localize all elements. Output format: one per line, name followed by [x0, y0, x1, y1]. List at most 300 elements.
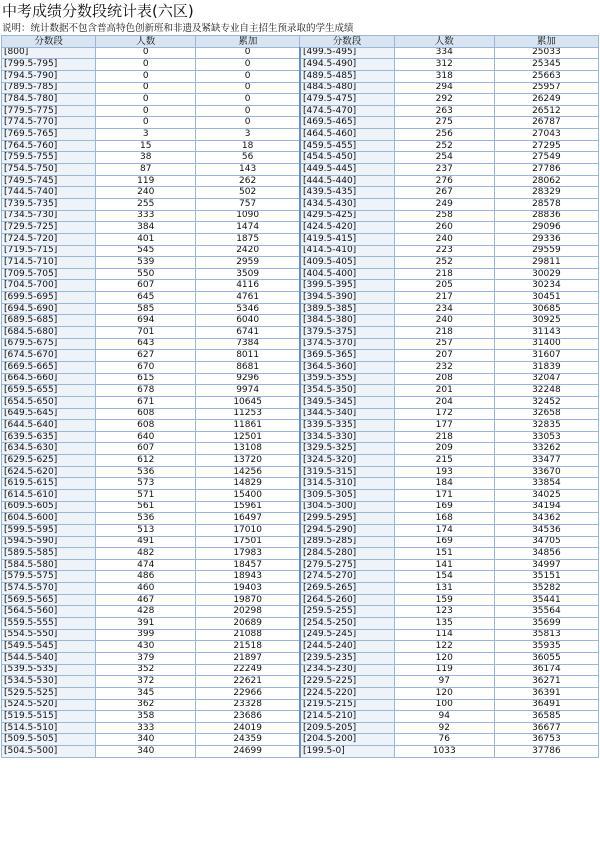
left-segment-cell: [619.5-615]: [2, 478, 96, 490]
right-segment-cell: [359.5-355]: [300, 373, 394, 385]
left-cumulative-cell: 14829: [196, 478, 300, 490]
table-row: [2, 385, 599, 397]
table-row: [2, 664, 599, 676]
table-row: [2, 315, 599, 327]
left-count-cell: 384: [96, 222, 196, 234]
table-row: [2, 280, 599, 292]
left-count-cell: 561: [96, 501, 196, 513]
right-count-cell: 275: [394, 117, 494, 129]
right-segment-cell: [304.5-300]: [300, 501, 394, 513]
table-row: [2, 396, 599, 408]
right-cumulative-cell: 34705: [494, 536, 598, 548]
left-cumulative-cell: 757: [196, 198, 300, 210]
right-count-cell: 201: [394, 385, 494, 397]
table-row: [2, 338, 599, 350]
right-count-cell: 171: [394, 489, 494, 501]
left-segment-cell: [544.5-540]: [2, 652, 96, 664]
right-count-cell: 123: [394, 606, 494, 618]
table-row: [2, 350, 599, 362]
right-count-cell: 218: [394, 431, 494, 443]
right-cumulative-cell: 33854: [494, 478, 598, 490]
right-segment-cell: [294.5-290]: [300, 524, 394, 536]
right-segment-cell: [219.5-215]: [300, 699, 394, 711]
right-segment-cell: [499.5-495]: [300, 47, 394, 59]
right-cumulative-cell: 34194: [494, 501, 598, 513]
right-count-cell: 154: [394, 571, 494, 583]
left-segment-cell: [694.5-690]: [2, 303, 96, 315]
right-segment-cell: [229.5-225]: [300, 676, 394, 688]
left-segment-cell: [524.5-520]: [2, 699, 96, 711]
left-cumulative-cell: 19870: [196, 594, 300, 606]
right-cumulative-cell: 32835: [494, 420, 598, 432]
right-cumulative-cell: 30451: [494, 292, 598, 304]
table-row: [2, 711, 599, 723]
table-row: [2, 327, 599, 339]
right-count-cell: 312: [394, 59, 494, 71]
left-count-cell: 573: [96, 478, 196, 490]
left-segment-cell: [574.5-570]: [2, 583, 96, 595]
left-count-cell: 119: [96, 175, 196, 187]
right-segment-cell: [319.5-315]: [300, 466, 394, 478]
table-row: [2, 245, 599, 257]
header-right-cumulative: 累加: [494, 36, 598, 48]
left-cumulative-cell: 17983: [196, 548, 300, 560]
right-cumulative-cell: 36174: [494, 664, 598, 676]
table-row: [2, 82, 599, 94]
right-cumulative-cell: 36585: [494, 711, 598, 723]
right-count-cell: 172: [394, 408, 494, 420]
right-segment-cell: [324.5-320]: [300, 455, 394, 467]
right-count-cell: 204: [394, 396, 494, 408]
left-cumulative-cell: 1875: [196, 233, 300, 245]
table-row: [2, 629, 599, 641]
left-count-cell: 608: [96, 420, 196, 432]
right-cumulative-cell: 27549: [494, 152, 598, 164]
left-cumulative-cell: 6741: [196, 327, 300, 339]
table-row: [2, 233, 599, 245]
left-segment-cell: [634.5-630]: [2, 443, 96, 455]
table-row: [2, 489, 599, 501]
left-segment-cell: [774.5-770]: [2, 117, 96, 129]
right-count-cell: 120: [394, 687, 494, 699]
left-segment-cell: [724.5-720]: [2, 233, 96, 245]
left-segment-cell: [539.5-535]: [2, 664, 96, 676]
left-segment-cell: [769.5-765]: [2, 129, 96, 141]
right-cumulative-cell: 31839: [494, 361, 598, 373]
left-cumulative-cell: 11253: [196, 408, 300, 420]
left-segment-cell: [704.5-700]: [2, 280, 96, 292]
right-cumulative-cell: 27043: [494, 129, 598, 141]
left-segment-cell: [714.5-710]: [2, 257, 96, 269]
right-count-cell: 135: [394, 618, 494, 630]
left-count-cell: 539: [96, 257, 196, 269]
right-count-cell: 223: [394, 245, 494, 257]
score-table: [1, 35, 599, 758]
table-row: [2, 524, 599, 536]
left-count-cell: 3: [96, 129, 196, 141]
left-segment-cell: [794.5-790]: [2, 70, 96, 82]
left-cumulative-cell: 0: [196, 47, 300, 59]
right-segment-cell: [199.5-0]: [300, 746, 394, 758]
left-cumulative-cell: 24359: [196, 734, 300, 746]
table-row: [2, 117, 599, 129]
left-count-cell: 701: [96, 327, 196, 339]
left-segment-cell: [744.5-740]: [2, 187, 96, 199]
left-count-cell: 0: [96, 59, 196, 71]
left-count-cell: 585: [96, 303, 196, 315]
left-count-cell: 0: [96, 70, 196, 82]
left-segment-cell: [609.5-605]: [2, 501, 96, 513]
header-left-segment: 分数段: [2, 36, 96, 48]
right-cumulative-cell: 35699: [494, 618, 598, 630]
right-segment-cell: [299.5-295]: [300, 513, 394, 525]
table-row: [2, 652, 599, 664]
table-row: [2, 210, 599, 222]
right-count-cell: 209: [394, 443, 494, 455]
left-segment-cell: [729.5-725]: [2, 222, 96, 234]
left-cumulative-cell: 0: [196, 94, 300, 106]
left-cumulative-cell: 262: [196, 175, 300, 187]
left-count-cell: 607: [96, 443, 196, 455]
right-segment-cell: [259.5-255]: [300, 606, 394, 618]
right-count-cell: 151: [394, 548, 494, 560]
left-cumulative-cell: 18457: [196, 559, 300, 571]
right-cumulative-cell: 30685: [494, 303, 598, 315]
right-cumulative-cell: 35282: [494, 583, 598, 595]
right-count-cell: 215: [394, 455, 494, 467]
table-row: [2, 594, 599, 606]
left-segment-cell: [674.5-670]: [2, 350, 96, 362]
left-count-cell: 333: [96, 722, 196, 734]
left-count-cell: 612: [96, 455, 196, 467]
left-count-cell: 694: [96, 315, 196, 327]
right-segment-cell: [404.5-400]: [300, 268, 394, 280]
right-cumulative-cell: 28578: [494, 198, 598, 210]
left-cumulative-cell: 17010: [196, 524, 300, 536]
table-row: [2, 699, 599, 711]
table-row: [2, 513, 599, 525]
left-cumulative-cell: 3509: [196, 268, 300, 280]
right-segment-cell: [204.5-200]: [300, 734, 394, 746]
left-cumulative-cell: 56: [196, 152, 300, 164]
left-segment-cell: [649.5-645]: [2, 408, 96, 420]
left-count-cell: 607: [96, 280, 196, 292]
table-row: [2, 408, 599, 420]
left-segment-cell: [800]: [2, 47, 96, 59]
right-cumulative-cell: 34362: [494, 513, 598, 525]
left-segment-cell: [644.5-640]: [2, 420, 96, 432]
right-segment-cell: [274.5-270]: [300, 571, 394, 583]
left-cumulative-cell: 16497: [196, 513, 300, 525]
left-cumulative-cell: 24699: [196, 746, 300, 758]
left-cumulative-cell: 22621: [196, 676, 300, 688]
left-cumulative-cell: 15961: [196, 501, 300, 513]
right-segment-cell: [484.5-480]: [300, 82, 394, 94]
left-count-cell: 255: [96, 198, 196, 210]
right-cumulative-cell: 30925: [494, 315, 598, 327]
right-cumulative-cell: 29336: [494, 233, 598, 245]
right-cumulative-cell: 25663: [494, 70, 598, 82]
left-cumulative-cell: 0: [196, 70, 300, 82]
right-segment-cell: [439.5-435]: [300, 187, 394, 199]
left-segment-cell: [509.5-505]: [2, 734, 96, 746]
left-cumulative-cell: 12501: [196, 431, 300, 443]
left-segment-cell: [779.5-775]: [2, 105, 96, 117]
left-count-cell: 670: [96, 361, 196, 373]
table-row: [2, 641, 599, 653]
left-cumulative-cell: 4761: [196, 292, 300, 304]
right-segment-cell: [249.5-245]: [300, 629, 394, 641]
right-cumulative-cell: 34856: [494, 548, 598, 560]
left-count-cell: 340: [96, 746, 196, 758]
left-cumulative-cell: 23686: [196, 711, 300, 723]
left-count-cell: 615: [96, 373, 196, 385]
right-cumulative-cell: 36677: [494, 722, 598, 734]
left-cumulative-cell: 4116: [196, 280, 300, 292]
right-cumulative-cell: 27786: [494, 164, 598, 176]
right-segment-cell: [464.5-460]: [300, 129, 394, 141]
left-segment-cell: [549.5-545]: [2, 641, 96, 653]
left-cumulative-cell: 21088: [196, 629, 300, 641]
right-count-cell: 257: [394, 338, 494, 350]
left-segment-cell: [749.5-745]: [2, 175, 96, 187]
left-count-cell: 491: [96, 536, 196, 548]
left-cumulative-cell: 143: [196, 164, 300, 176]
right-segment-cell: [474.5-470]: [300, 105, 394, 117]
right-cumulative-cell: 35564: [494, 606, 598, 618]
left-count-cell: 536: [96, 466, 196, 478]
right-cumulative-cell: 28062: [494, 175, 598, 187]
sheet-note: 说明：统计数据不包含普高特色创新班和非遗及紧缺专业自主招生预录取的学生成绩: [2, 23, 354, 34]
right-count-cell: 240: [394, 315, 494, 327]
left-count-cell: 399: [96, 629, 196, 641]
right-count-cell: 169: [394, 536, 494, 548]
left-segment-cell: [519.5-515]: [2, 711, 96, 723]
left-cumulative-cell: 11861: [196, 420, 300, 432]
left-count-cell: 545: [96, 245, 196, 257]
left-count-cell: 467: [96, 594, 196, 606]
table-row: [2, 455, 599, 467]
left-cumulative-cell: 19403: [196, 583, 300, 595]
right-cumulative-cell: 36753: [494, 734, 598, 746]
right-count-cell: 131: [394, 583, 494, 595]
left-cumulative-cell: 15400: [196, 489, 300, 501]
right-count-cell: 234: [394, 303, 494, 315]
right-segment-cell: [309.5-305]: [300, 489, 394, 501]
left-segment-cell: [564.5-560]: [2, 606, 96, 618]
table-row: [2, 152, 599, 164]
right-segment-cell: [329.5-325]: [300, 443, 394, 455]
left-count-cell: 0: [96, 94, 196, 106]
right-count-cell: 1033: [394, 746, 494, 758]
right-count-cell: 334: [394, 47, 494, 59]
right-cumulative-cell: 33262: [494, 443, 598, 455]
table-row: [2, 164, 599, 176]
left-cumulative-cell: 502: [196, 187, 300, 199]
sheet-title: 中考成绩分数段统计表(六区): [2, 2, 194, 20]
left-segment-cell: [654.5-650]: [2, 396, 96, 408]
left-segment-cell: [594.5-590]: [2, 536, 96, 548]
left-segment-cell: [559.5-555]: [2, 618, 96, 630]
table-row: [2, 140, 599, 152]
right-cumulative-cell: 34536: [494, 524, 598, 536]
right-cumulative-cell: 37786: [494, 746, 598, 758]
left-count-cell: 379: [96, 652, 196, 664]
left-segment-cell: [664.5-660]: [2, 373, 96, 385]
right-count-cell: 318: [394, 70, 494, 82]
left-cumulative-cell: 13108: [196, 443, 300, 455]
left-count-cell: 0: [96, 105, 196, 117]
right-count-cell: 292: [394, 94, 494, 106]
left-cumulative-cell: 8011: [196, 350, 300, 362]
table-row: [2, 303, 599, 315]
left-count-cell: 474: [96, 559, 196, 571]
table-row: [2, 420, 599, 432]
left-count-cell: 240: [96, 187, 196, 199]
left-count-cell: 608: [96, 408, 196, 420]
right-segment-cell: [349.5-345]: [300, 396, 394, 408]
right-segment-cell: [369.5-365]: [300, 350, 394, 362]
left-count-cell: 391: [96, 618, 196, 630]
left-count-cell: 340: [96, 734, 196, 746]
right-cumulative-cell: 32452: [494, 396, 598, 408]
right-segment-cell: [424.5-420]: [300, 222, 394, 234]
right-segment-cell: [449.5-445]: [300, 164, 394, 176]
left-cumulative-cell: 18943: [196, 571, 300, 583]
table-row: [2, 478, 599, 490]
left-segment-cell: [569.5-565]: [2, 594, 96, 606]
right-count-cell: 260: [394, 222, 494, 234]
right-segment-cell: [414.5-410]: [300, 245, 394, 257]
right-count-cell: 174: [394, 524, 494, 536]
table-row: [2, 734, 599, 746]
right-segment-cell: [469.5-465]: [300, 117, 394, 129]
left-cumulative-cell: 0: [196, 117, 300, 129]
right-cumulative-cell: 36491: [494, 699, 598, 711]
left-cumulative-cell: 13720: [196, 455, 300, 467]
right-count-cell: 256: [394, 129, 494, 141]
left-count-cell: 430: [96, 641, 196, 653]
left-segment-cell: [529.5-525]: [2, 687, 96, 699]
right-count-cell: 97: [394, 676, 494, 688]
right-segment-cell: [489.5-485]: [300, 70, 394, 82]
left-count-cell: 640: [96, 431, 196, 443]
right-count-cell: 92: [394, 722, 494, 734]
table-row: [2, 618, 599, 630]
left-cumulative-cell: 14256: [196, 466, 300, 478]
left-segment-cell: [679.5-675]: [2, 338, 96, 350]
table-row: [2, 175, 599, 187]
left-segment-cell: [759.5-755]: [2, 152, 96, 164]
right-cumulative-cell: 33670: [494, 466, 598, 478]
table-row: [2, 536, 599, 548]
left-cumulative-cell: 24019: [196, 722, 300, 734]
right-count-cell: 249: [394, 198, 494, 210]
left-segment-cell: [734.5-730]: [2, 210, 96, 222]
left-count-cell: 536: [96, 513, 196, 525]
left-count-cell: 571: [96, 489, 196, 501]
left-count-cell: 333: [96, 210, 196, 222]
left-cumulative-cell: 9974: [196, 385, 300, 397]
left-count-cell: 0: [96, 47, 196, 59]
right-segment-cell: [269.5-265]: [300, 583, 394, 595]
left-segment-cell: [504.5-500]: [2, 746, 96, 758]
right-cumulative-cell: 34025: [494, 489, 598, 501]
right-count-cell: 94: [394, 711, 494, 723]
left-cumulative-cell: 5346: [196, 303, 300, 315]
right-count-cell: 258: [394, 210, 494, 222]
right-count-cell: 76: [394, 734, 494, 746]
left-count-cell: 513: [96, 524, 196, 536]
right-cumulative-cell: 27295: [494, 140, 598, 152]
right-cumulative-cell: 25345: [494, 59, 598, 71]
right-count-cell: 193: [394, 466, 494, 478]
left-count-cell: 627: [96, 350, 196, 362]
left-segment-cell: [579.5-575]: [2, 571, 96, 583]
left-segment-cell: [669.5-665]: [2, 361, 96, 373]
left-cumulative-cell: 0: [196, 59, 300, 71]
header-left-cumulative: 累加: [196, 36, 300, 48]
left-segment-cell: [584.5-580]: [2, 559, 96, 571]
left-cumulative-cell: 1090: [196, 210, 300, 222]
table-row: [2, 47, 599, 59]
left-cumulative-cell: 18: [196, 140, 300, 152]
header-row: [2, 36, 599, 48]
left-segment-cell: [629.5-625]: [2, 455, 96, 467]
table-row: [2, 746, 599, 758]
left-segment-cell: [659.5-655]: [2, 385, 96, 397]
left-count-cell: 372: [96, 676, 196, 688]
table-row: [2, 431, 599, 443]
right-count-cell: 207: [394, 350, 494, 362]
right-count-cell: 267: [394, 187, 494, 199]
right-cumulative-cell: 32047: [494, 373, 598, 385]
right-count-cell: 168: [394, 513, 494, 525]
left-cumulative-cell: 8681: [196, 361, 300, 373]
left-count-cell: 428: [96, 606, 196, 618]
right-cumulative-cell: 35813: [494, 629, 598, 641]
left-segment-cell: [684.5-680]: [2, 327, 96, 339]
left-count-cell: 482: [96, 548, 196, 560]
table-row: [2, 105, 599, 117]
right-cumulative-cell: 26787: [494, 117, 598, 129]
left-cumulative-cell: 23328: [196, 699, 300, 711]
right-cumulative-cell: 33477: [494, 455, 598, 467]
right-count-cell: 100: [394, 699, 494, 711]
right-count-cell: 120: [394, 652, 494, 664]
right-count-cell: 294: [394, 82, 494, 94]
table-row: [2, 443, 599, 455]
table-row: [2, 222, 599, 234]
left-count-cell: 352: [96, 664, 196, 676]
right-cumulative-cell: 36055: [494, 652, 598, 664]
right-segment-cell: [244.5-240]: [300, 641, 394, 653]
table-row: [2, 129, 599, 141]
right-cumulative-cell: 34997: [494, 559, 598, 571]
left-segment-cell: [554.5-550]: [2, 629, 96, 641]
left-cumulative-cell: 20298: [196, 606, 300, 618]
right-segment-cell: [344.5-340]: [300, 408, 394, 420]
table-row: [2, 687, 599, 699]
left-cumulative-cell: 1474: [196, 222, 300, 234]
right-cumulative-cell: 36271: [494, 676, 598, 688]
right-count-cell: 177: [394, 420, 494, 432]
right-segment-cell: [494.5-490]: [300, 59, 394, 71]
left-segment-cell: [719.5-715]: [2, 245, 96, 257]
right-segment-cell: [479.5-475]: [300, 94, 394, 106]
header-right-count: 人数: [394, 36, 494, 48]
right-count-cell: 276: [394, 175, 494, 187]
